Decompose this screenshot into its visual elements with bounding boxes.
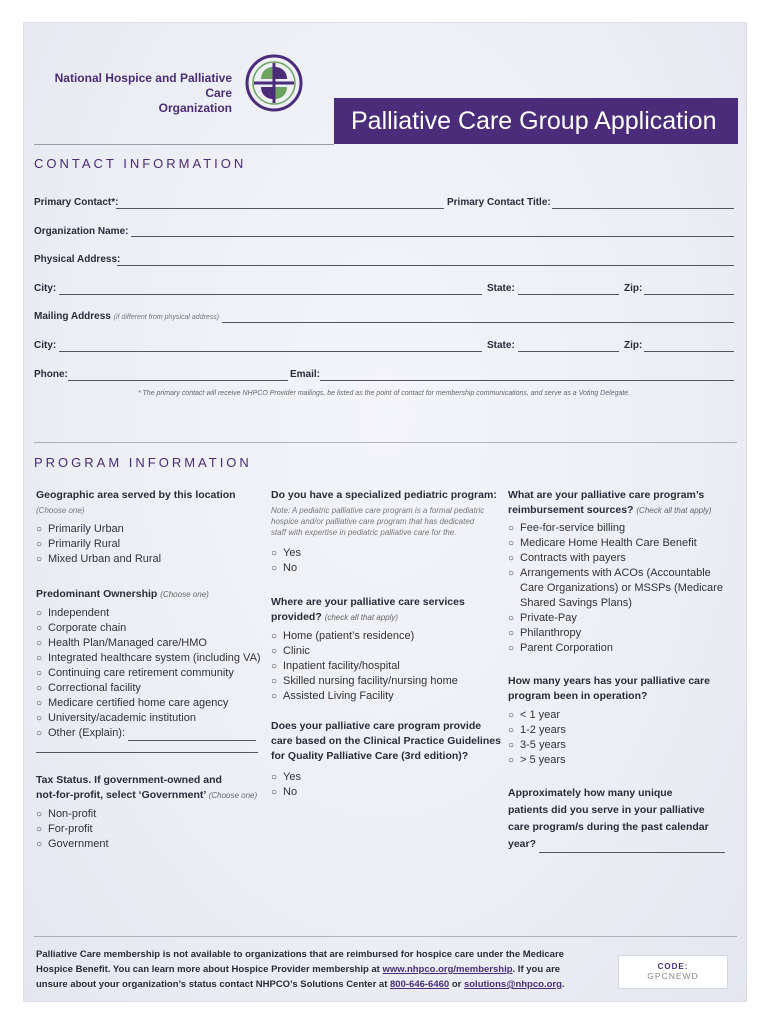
physical-address-label: Physical Address: xyxy=(34,254,121,265)
patients-line-2: patients did you serve in your palliative xyxy=(508,804,705,816)
services-options xyxy=(271,629,507,704)
reimbursement-hint: (Check all that apply) xyxy=(636,506,712,515)
radio-3-5-years[interactable]: ○ 3-5 years xyxy=(508,738,736,753)
radio-government[interactable]: ○ Government xyxy=(36,837,268,852)
zip-field[interactable] xyxy=(644,294,734,295)
checkbox-medicare-home-health[interactable]: ○ Medicare Home Health Care Benefit xyxy=(508,536,736,551)
header-divider xyxy=(34,144,334,145)
radio-guidelines-yes[interactable]: ○ Yes xyxy=(271,770,507,785)
checkbox-aco-arrangements[interactable] xyxy=(508,566,736,611)
guidelines-line-2: care based on the Clinical Practice Guidelines xyxy=(271,735,501,747)
organization-name-heading xyxy=(34,71,232,116)
phone-label: Phone: xyxy=(34,369,68,380)
primary-contact-title-label: Primary Contact Title: xyxy=(447,197,551,208)
ownership-options xyxy=(36,606,268,741)
pediatric-question: Do you have a specialized pediatric program: xyxy=(271,489,497,501)
footer-line-2-end: . If you are xyxy=(512,964,561,975)
other-explain-field[interactable] xyxy=(128,740,256,741)
mailing-state-field[interactable] xyxy=(518,351,619,352)
services-hint: (check all that apply) xyxy=(324,613,399,622)
footer-line-3-text: unsure about your organization’s status contact NHPCO’s Solutions Center at xyxy=(36,979,391,990)
checkbox-inpatient[interactable]: ○ Inpatient facility/hospital xyxy=(271,659,507,674)
radio-less-than-1-year[interactable]: ○ < 1 year xyxy=(508,708,736,723)
mailing-address-label xyxy=(34,311,219,322)
phone-field[interactable] xyxy=(68,380,288,381)
aco-line-3: Shared Savings Plans) xyxy=(520,597,632,609)
tax-status-question xyxy=(36,773,268,803)
services-question-line-1: Where are your palliative care services xyxy=(271,596,465,608)
radio-guidelines-no[interactable]: ○ No xyxy=(271,785,507,800)
radio-independent[interactable]: ○ Independent xyxy=(36,606,268,621)
checkbox-assisted-living[interactable]: ○ Assisted Living Facility xyxy=(271,689,507,704)
checkbox-fee-for-service[interactable]: ○ Fee-for-service billing xyxy=(508,521,736,536)
radio-corporate-chain[interactable]: ○ Corporate chain xyxy=(36,621,268,636)
guidelines-line-3: for Quality Palliative Care (3rd edition)? xyxy=(271,750,469,762)
state-field[interactable] xyxy=(518,294,619,295)
checkbox-skilled-nursing[interactable]: ○ Skilled nursing facility/nursing home xyxy=(271,674,507,689)
ownership-hint: (Choose one) xyxy=(160,590,209,599)
footer-notice xyxy=(36,947,591,992)
radio-more-than-5-years[interactable]: ○ > 5 years xyxy=(508,753,736,768)
radio-health-plan[interactable]: ○ Health Plan/Managed care/HMO xyxy=(36,636,268,651)
form-title: Palliative Care Group Application xyxy=(334,98,738,144)
guidelines-options xyxy=(271,770,507,800)
radio-ccrc[interactable]: ○ Continuing care retirement community xyxy=(36,666,268,681)
email-field[interactable] xyxy=(320,380,734,381)
program-column-3 xyxy=(508,488,736,853)
application-form-page xyxy=(23,22,747,1002)
other-explain-field-line-2[interactable] xyxy=(36,752,258,753)
ownership-question-text: Predominant Ownership xyxy=(36,588,158,600)
checkbox-philanthropy[interactable]: ○ Philanthropy xyxy=(508,626,736,641)
reimbursement-line-2: reimbursement sources? xyxy=(508,504,634,516)
org-name-line-2: Organization xyxy=(158,101,232,115)
radio-1-2-years[interactable]: ○ 1-2 years xyxy=(508,723,736,738)
radio-integrated-healthcare[interactable]: ○ Integrated healthcare system (including VA) xyxy=(36,651,268,666)
years-line-2: program been in operation? xyxy=(508,690,648,702)
mailing-zip-field[interactable] xyxy=(644,351,734,352)
radio-primarily-urban[interactable]: ○ Primarily Urban xyxy=(36,522,268,537)
city-field[interactable] xyxy=(59,294,482,295)
footer-line-3-or: or xyxy=(449,979,464,990)
checkbox-private-pay[interactable]: ○ Private-Pay xyxy=(508,611,736,626)
mailing-city-label: City: xyxy=(34,340,57,351)
checkbox-home[interactable]: ○ Home (patient’s residence) xyxy=(271,629,507,644)
program-section-title: PROGRAM INFORMATION xyxy=(34,455,252,470)
mailing-state-label: State: xyxy=(487,340,515,351)
pediatric-note-line-3: staff with expertise in pediatric palliative care for the. xyxy=(271,528,457,537)
radio-pediatric-yes[interactable]: ○ Yes xyxy=(271,546,507,561)
city-label: City: xyxy=(34,283,57,294)
footer-line-2-text: Hospice Benefit. You can learn more about Hospice Provider membership at xyxy=(36,964,383,975)
mailing-address-text: Mailing Address xyxy=(34,311,111,322)
code-label: CODE: xyxy=(657,962,689,971)
organization-name-label: Organization Name: xyxy=(34,226,129,237)
footer-line-3 xyxy=(36,977,591,992)
other-explain-label: Other (Explain): xyxy=(48,727,126,739)
mailing-address-field[interactable] xyxy=(222,322,734,323)
state-label: State: xyxy=(487,283,515,294)
nhpco-logo-icon xyxy=(244,53,304,113)
mailing-city-field[interactable] xyxy=(59,351,482,352)
email-label: Email: xyxy=(290,369,321,380)
pediatric-options xyxy=(271,546,507,576)
primary-contact-field[interactable] xyxy=(116,208,444,209)
primary-contact-label: Primary Contact*: xyxy=(34,197,119,208)
radio-primarily-rural[interactable]: ○ Primarily Rural xyxy=(36,537,268,552)
reimbursement-line-1: What are your palliative care program’s xyxy=(508,489,705,501)
geographic-area-hint: (Choose one) xyxy=(36,506,85,515)
radio-mixed-urban-rural[interactable]: ○ Mixed Urban and Rural xyxy=(36,552,268,567)
membership-link[interactable]: www.nhpco.org/membership xyxy=(382,964,513,975)
patients-line-3: care program/s during the past calendar xyxy=(508,821,709,833)
physical-address-field[interactable] xyxy=(117,265,734,266)
patients-question xyxy=(508,785,736,853)
ownership-question xyxy=(36,587,268,602)
patients-line-4: year? xyxy=(508,838,537,850)
org-name-line-1: National Hospice and Palliative Care xyxy=(54,71,232,100)
radio-medicare-home-care[interactable]: ○ Medicare certified home care agency xyxy=(36,696,268,711)
checkbox-clinic[interactable]: ○ Clinic xyxy=(271,644,507,659)
code-box xyxy=(618,955,728,989)
phone-link[interactable]: 800-646-6460 xyxy=(390,979,450,990)
pediatric-note xyxy=(271,505,507,538)
guidelines-question xyxy=(271,719,507,764)
email-link[interactable]: solutions@nhpco.org xyxy=(463,979,562,990)
radio-non-profit[interactable]: ○ Non-profit xyxy=(36,807,268,822)
services-question xyxy=(271,595,507,625)
geographic-area-question: Geographic area served by this location xyxy=(36,489,236,501)
checkbox-parent-corporation[interactable]: ○ Parent Corporation xyxy=(508,641,736,656)
contact-section-title: CONTACT INFORMATION xyxy=(34,156,247,171)
pediatric-note-line-1: Note: A pediatric palliative care program is a formal pediatric xyxy=(271,506,485,515)
services-question-line-2: provided? xyxy=(271,611,322,623)
patients-count-field[interactable] xyxy=(539,841,725,853)
organization-name-field[interactable] xyxy=(131,236,734,237)
footer-divider xyxy=(34,936,737,937)
radio-other-explain[interactable] xyxy=(36,726,268,741)
program-column-1 xyxy=(36,488,268,852)
radio-for-profit[interactable]: ○ For-profit xyxy=(36,822,268,837)
primary-contact-footnote: * The primary contact will receive NHPCO Provider mailings, be listed as the point of contact for membership communications, and serve as a Voting Delegate. xyxy=(137,390,631,397)
aco-line-1: ○ Arrangements with ACOs (Accountable xyxy=(520,567,711,579)
years-options xyxy=(508,708,736,768)
guidelines-line-1: Does your palliative care program provide xyxy=(271,720,482,732)
aco-line-2: Care Organizations) or MSSPs (Medicare xyxy=(520,582,723,594)
mailing-zip-label: Zip: xyxy=(624,340,643,351)
zip-label: Zip: xyxy=(624,283,643,294)
years-line-1: How many years has your palliative care xyxy=(508,675,710,687)
program-column-2 xyxy=(271,488,507,800)
radio-pediatric-no[interactable]: ○ No xyxy=(271,561,507,576)
code-value: GPCNEWD xyxy=(647,971,699,981)
years-question xyxy=(508,674,736,704)
footer-line-3-end: . xyxy=(561,979,565,990)
primary-contact-title-field[interactable] xyxy=(552,208,734,209)
geographic-area-options xyxy=(36,522,268,567)
tax-status-hint: (Choose one) xyxy=(208,791,258,800)
reimbursement-options xyxy=(508,521,736,656)
patients-line-1: Approximately how many unique xyxy=(508,787,673,799)
reimbursement-question xyxy=(508,488,736,518)
footer-line-2 xyxy=(36,962,591,977)
radio-correctional-facility[interactable]: ○ Correctional facility xyxy=(36,681,268,696)
section-divider xyxy=(34,442,737,443)
radio-university[interactable]: ○ University/academic institution xyxy=(36,711,268,726)
checkbox-contracts-payers[interactable]: ○ Contracts with payers xyxy=(508,551,736,566)
tax-status-line-1: Tax Status. If government-owned and xyxy=(36,774,222,786)
tax-status-options xyxy=(36,807,268,852)
tax-status-line-2: not-for-profit, select ‘Government’ xyxy=(36,789,206,801)
pediatric-note-line-2: hospice and/or palliative care program that has dedicated xyxy=(271,517,475,526)
mailing-address-note: (if different from physical address) xyxy=(113,314,220,321)
footer-line-1: Palliative Care membership is not available to organizations that are reimbursed for hospice care under the Medicare xyxy=(36,949,564,960)
